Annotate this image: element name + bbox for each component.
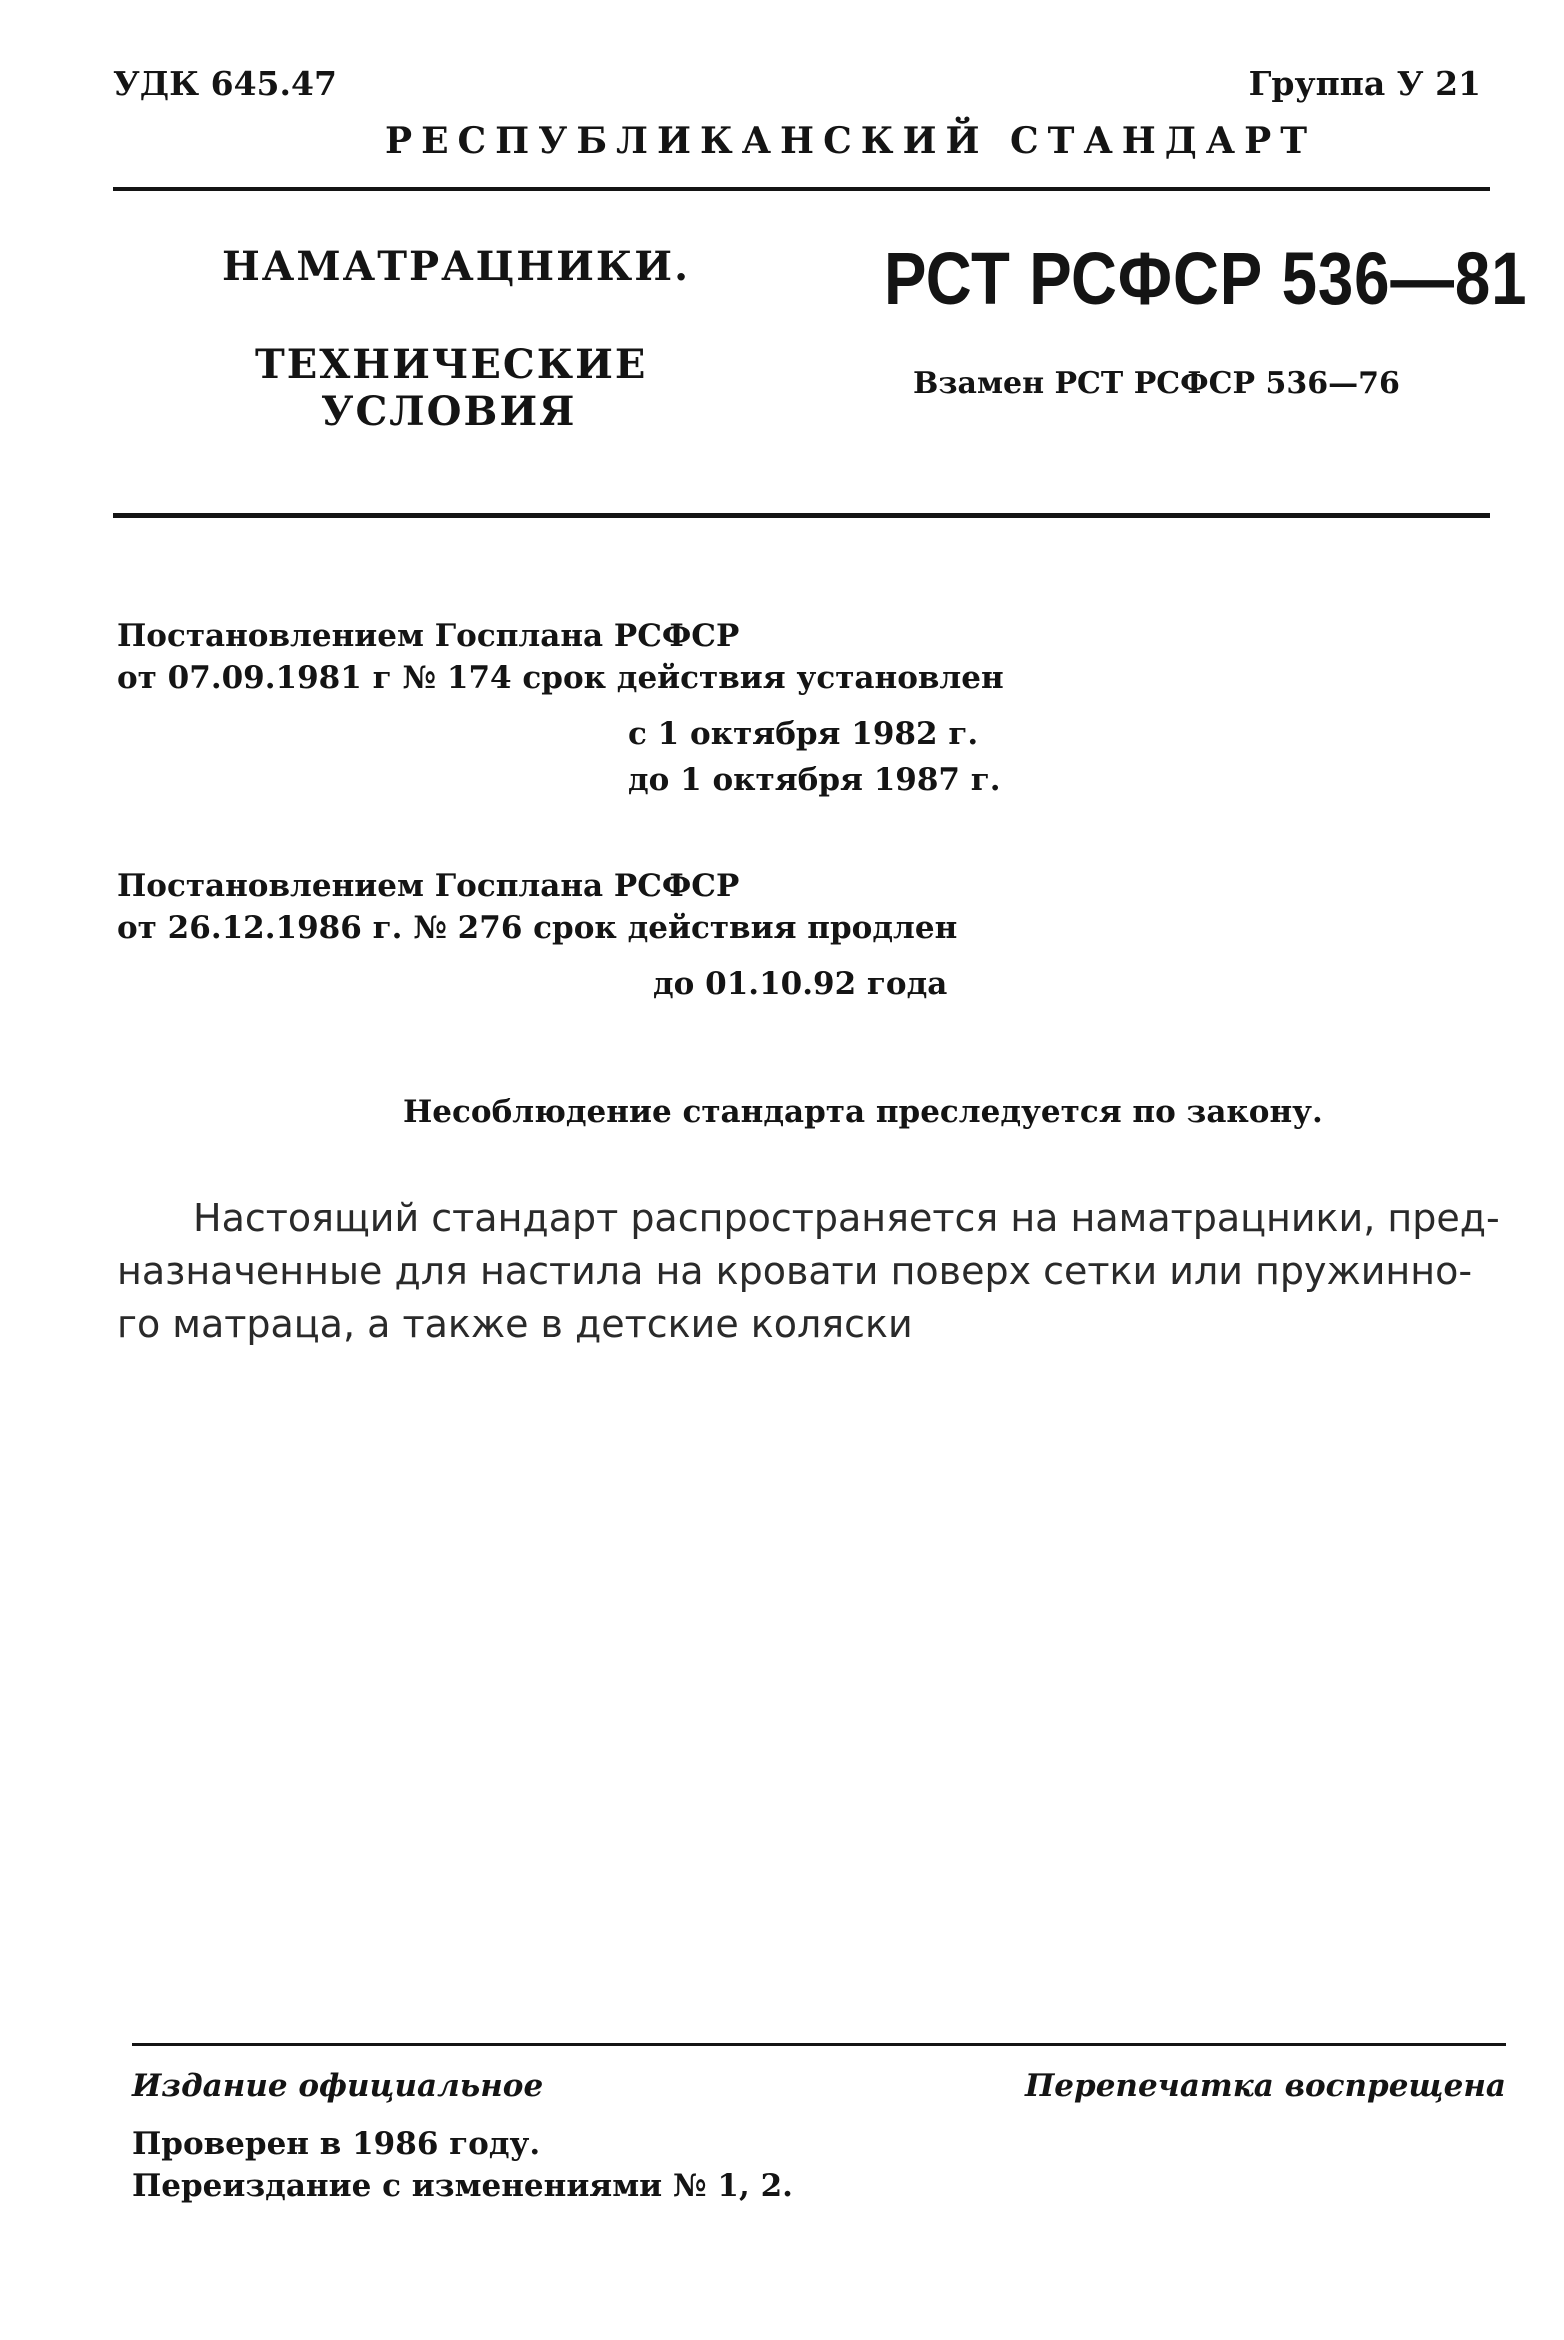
standard-type-heading: РЕСПУБЛИКАНСКИЙ СТАНДАРТ: [385, 120, 1316, 162]
resolution-1-line-1: Постановлением Госплана РСФСР: [117, 618, 740, 654]
resolution-1-end-date: до 1 октября 1987 г.: [628, 762, 1001, 798]
footer-divider: [132, 2043, 1506, 2046]
legal-warning: Несоблюдение стандарта преследуется по закону.: [403, 1094, 1323, 1130]
standard-number: РСТ РСФСР 536—81: [884, 237, 1528, 320]
title-line-3: УСЛОВИЯ: [321, 388, 577, 435]
replaces-standard: Взамен РСТ РСФСР 536—76: [913, 366, 1400, 401]
resolution-1-start-date: с 1 октября 1982 г.: [628, 716, 979, 752]
body-text-line-3: го матраца, а также в детские коляски: [117, 1302, 913, 1346]
body-text-line-1: Настоящий стандарт распространяется на наматрацники, пред-: [193, 1196, 1500, 1240]
resolution-2-line-1: Постановлением Госплана РСФСР: [117, 868, 740, 904]
reprint-prohibited-note: Перепечатка воспрещена: [1025, 2068, 1506, 2104]
body-text-line-2: назначенные для настила на кровати поверх сетки или пружинно-: [117, 1249, 1473, 1293]
middle-divider: [113, 513, 1490, 518]
official-edition-note: Издание официальное: [132, 2068, 544, 2104]
reissue-note: Переиздание с изменениями № 1, 2.: [132, 2168, 793, 2204]
checked-year-note: Проверен в 1986 году.: [132, 2126, 541, 2162]
title-line-1: НАМАТРАЦНИКИ.: [222, 243, 690, 290]
title-line-2: ТЕХНИЧЕСКИЕ: [255, 341, 648, 388]
resolution-2-extended-date: до 01.10.92 года: [653, 966, 948, 1002]
resolution-2-line-2: от 26.12.1986 г. № 276 срок действия продлен: [117, 910, 958, 946]
group-code: Группа У 21: [1248, 64, 1481, 103]
top-divider: [113, 187, 1490, 191]
udk-code: УДК 645.47: [113, 64, 337, 103]
resolution-1-line-2: от 07.09.1981 г № 174 срок действия установлен: [117, 660, 1004, 696]
